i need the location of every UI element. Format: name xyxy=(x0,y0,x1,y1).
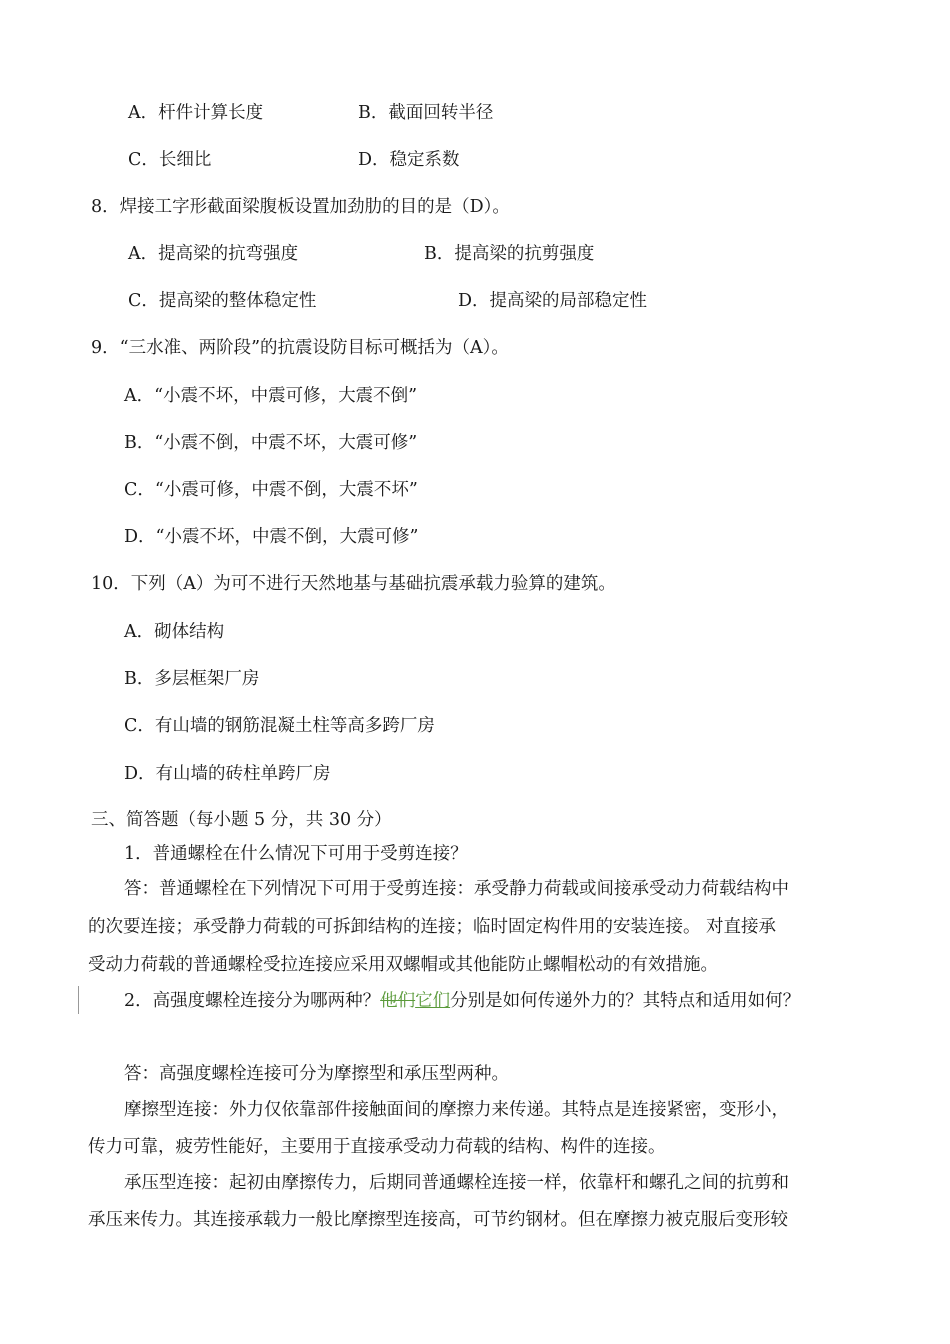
q10-option-d: D．有山墙的砖柱单跨厂房 xyxy=(124,764,331,784)
q8-option-b: B．提高梁的抗剪强度 xyxy=(424,244,595,264)
q9-option-a: A．“小震不坏，中震可修，大震不倒” xyxy=(124,386,418,406)
sa-q2-bearing-line: 承压型连接：起初由摩擦传力，后期同普通螺栓连接一样，依靠杆和螺孔之间的抗剪和 xyxy=(124,1173,789,1193)
q7-option-b: B．截面回转半径 xyxy=(358,103,494,123)
sa-q2-question-prefix: 2．高强度螺栓连接分为哪两种？ xyxy=(124,991,381,1011)
sa-q2-bearing-line: 承压来传力。其连接承载力一般比摩擦型连接高，可节约钢材。但在摩擦力被克服后变形较 xyxy=(88,1210,788,1230)
q10-stem: 10．下列（A）为可不进行天然地基与基础抗震承载力验算的建筑。 xyxy=(91,574,616,594)
q8-option-a: A．提高梁的抗弯强度 xyxy=(128,244,299,264)
q9-option-b: B．“小震不倒，中震不坏，大震可修” xyxy=(124,433,418,453)
q10-option-b: B．多层框架厂房 xyxy=(124,669,260,689)
revision-change-bar xyxy=(78,986,79,1014)
sa-q1-answer-line: 受动力荷载的普通螺栓受拉连接应采用双螺帽或其他能防止螺帽松动的有效措施。 xyxy=(88,955,718,975)
sa-q2-question-suffix: 分别是如何传递外力的？其特点和适用如何？ xyxy=(450,991,801,1011)
sa-q2-answer-intro: 答：高强度螺栓连接可分为摩擦型和承压型两种。 xyxy=(124,1064,509,1084)
q7-option-c: C．长细比 xyxy=(128,150,212,170)
q7-option-a: A．杆件计算长度 xyxy=(128,103,264,123)
sa-q2-question xyxy=(124,989,800,1013)
q10-option-c: C．有山墙的钢筋混凝土柱等高多跨厂房 xyxy=(124,716,435,736)
q9-option-d: D．“小震不坏，中震不倒，大震可修” xyxy=(124,527,419,547)
q8-option-d: D．提高梁的局部稳定性 xyxy=(458,291,648,311)
q8-option-c: C．提高梁的整体稳定性 xyxy=(128,291,317,311)
tracked-deletion: 他们 xyxy=(380,991,416,1011)
sa-q1-answer-line: 的次要连接；承受静力荷载的可拆卸结构的连接；临时固定构件用的安装连接。 对直接承 xyxy=(88,917,777,937)
tracked-insertion: 它们 xyxy=(415,991,451,1011)
q7-option-d: D．稳定系数 xyxy=(358,150,460,170)
sa-q2-friction-line: 传力可靠，疲劳性能好，主要用于直接承受动力荷载的结构、构件的连接。 xyxy=(88,1137,666,1157)
sa-q2-friction-line: 摩擦型连接：外力仅依靠部件接触面间的摩擦力来传递。其特点是连接紧密，变形小， xyxy=(124,1100,789,1120)
q9-stem: 9．“三水准、两阶段”的抗震设防目标可概括为（A）。 xyxy=(91,338,509,358)
section3-heading: 三、简答题（每小题 5 分，共 30 分） xyxy=(91,810,392,830)
q8-stem: 8．焊接工字形截面梁腹板设置加劲肋的目的是（D）。 xyxy=(91,197,510,217)
sa-q1-question: 1．普通螺栓在什么情况下可用于受剪连接？ xyxy=(124,844,468,864)
sa-q1-answer-line: 答：普通螺栓在下列情况下可用于受剪连接：承受静力荷载或间接承受动力荷载结构中 xyxy=(124,879,789,899)
q9-option-c: C．“小震可修，中震不倒，大震不坏” xyxy=(124,480,418,500)
q10-option-a: A．砌体结构 xyxy=(124,622,225,642)
